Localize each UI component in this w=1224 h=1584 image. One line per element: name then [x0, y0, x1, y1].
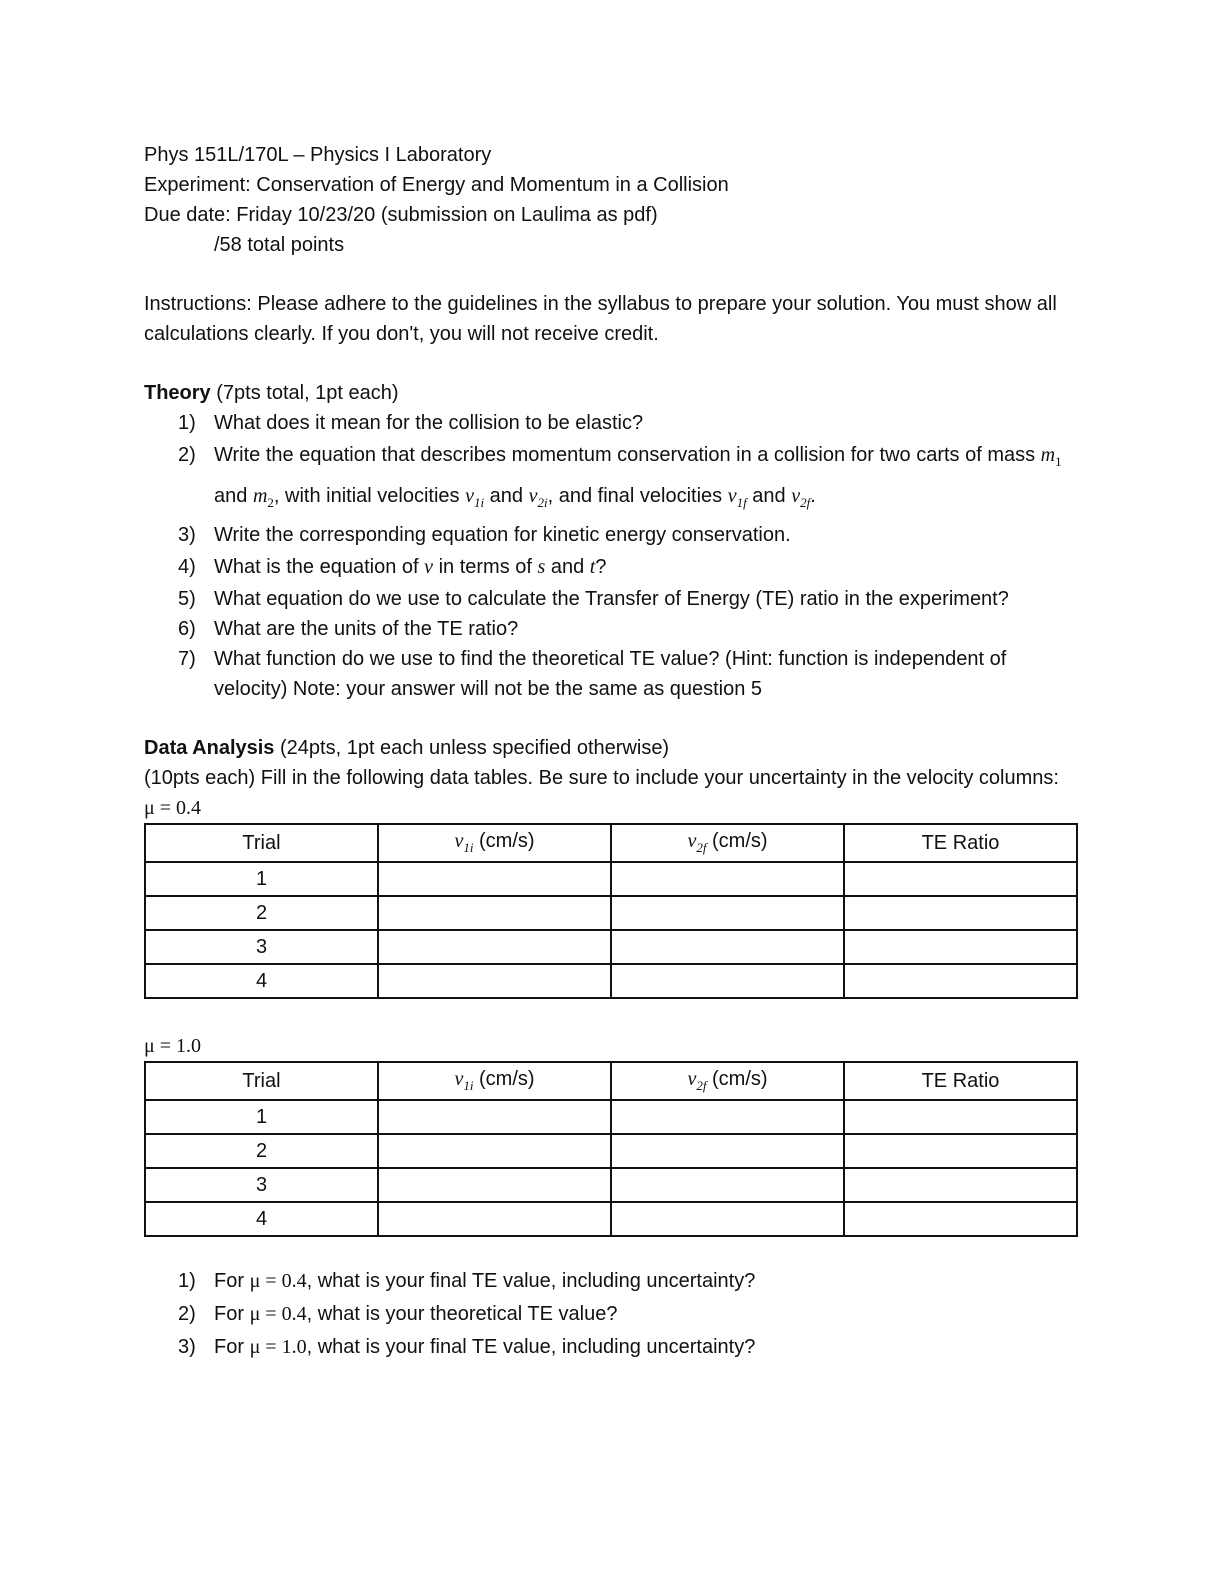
v1i-symbol: $v_{1i}$ [454, 830, 474, 855]
v1i-cell[interactable] [378, 1100, 611, 1134]
question-number: 2) [178, 1303, 196, 1325]
s-symbol: s [537, 556, 546, 578]
question-text: ? [595, 556, 607, 578]
v1i-cell[interactable] [378, 1202, 611, 1236]
theory-points-note: (7pts total, 1pt each) [210, 382, 399, 404]
question-text: For [214, 1270, 250, 1292]
te-ratio-cell[interactable] [844, 1134, 1077, 1168]
question-text: , and final velocities [547, 485, 728, 507]
col-v1i: $v_{1i}$ (cm/s) [378, 1062, 611, 1100]
data-analysis-heading [144, 733, 1078, 763]
question-number: 3) [178, 524, 196, 546]
question-text: and [214, 485, 253, 507]
v2f-cell[interactable] [611, 964, 844, 998]
question-text: , what is your final TE value, including uncertainty? [306, 1270, 756, 1292]
data-table-mu-1.0 [144, 1061, 1078, 1237]
question-number: 6) [178, 618, 196, 640]
theory-question-4 [144, 550, 1078, 584]
te-ratio-cell[interactable] [844, 1202, 1077, 1236]
trial-cell: 1 [145, 1100, 378, 1134]
theory-question-1 [144, 408, 1078, 438]
question-text: For [214, 1336, 250, 1358]
theory-question-5 [144, 584, 1078, 614]
v1i-cell[interactable] [378, 862, 611, 896]
trial-cell: 4 [145, 1202, 378, 1236]
question-number: 7) [178, 648, 196, 670]
v2f-cell[interactable] [611, 862, 844, 896]
table-row [145, 862, 1077, 896]
table-row [145, 1168, 1077, 1202]
question-text: in terms of [433, 556, 538, 578]
col-te-ratio: TE Ratio [844, 1062, 1077, 1100]
theory-question-2 [144, 438, 1078, 520]
col-trial: Trial [145, 824, 378, 862]
question-number: 1) [178, 1270, 196, 1292]
trial-cell: 1 [145, 862, 378, 896]
mass-2-symbol: $m_2$ [252, 485, 274, 510]
followup-question-2 [144, 1298, 1078, 1331]
table1-mu-label: μ = 0.4 [144, 797, 202, 819]
course-title: Phys 151L/170L – Physics I Laboratory [144, 144, 492, 166]
te-ratio-cell[interactable] [844, 862, 1077, 896]
question-text: and [746, 485, 792, 507]
v2f-symbol: $v_{2f}$ [791, 485, 811, 510]
v1i-cell[interactable] [378, 1168, 611, 1202]
question-text: What does it mean for the collision to be elastic? [214, 412, 644, 434]
col-te-ratio: TE Ratio [844, 824, 1077, 862]
followup-question-1 [144, 1265, 1078, 1298]
question-number: 3) [178, 1336, 196, 1358]
question-text: and [484, 485, 529, 507]
total-points: /58 total points [214, 234, 345, 256]
data-table-mu-0.4 [144, 823, 1078, 999]
v2i-symbol: $v_{2i}$ [528, 485, 548, 510]
trial-cell: 3 [145, 930, 378, 964]
mu-value: μ = 1.0 [249, 1336, 307, 1358]
table-row [145, 1202, 1077, 1236]
mass-1-symbol: $m_1$ [1040, 444, 1062, 469]
v1i-cell[interactable] [378, 964, 611, 998]
col-v1i: $v_{1i}$ (cm/s) [378, 824, 611, 862]
trial-cell: 3 [145, 1168, 378, 1202]
v1i-symbol: $v_{1i}$ [465, 485, 485, 510]
v-symbol: v [424, 556, 434, 578]
due-date: Due date: Friday 10/23/20 (submission on Laulima as pdf) [144, 204, 658, 226]
table-row [145, 930, 1077, 964]
document-page [144, 140, 1078, 1364]
col-v2f: $v_{2f}$ (cm/s) [611, 824, 844, 862]
table2-mu-label: μ = 1.0 [144, 1035, 202, 1057]
question-number: 5) [178, 588, 196, 610]
mu-value: μ = 0.4 [249, 1303, 307, 1325]
col-trial: Trial [145, 1062, 378, 1100]
v2f-symbol: $v_{2f}$ [687, 1068, 707, 1093]
table-row [145, 964, 1077, 998]
question-text: Write the equation that describes momentum conservation in a collision for two carts of mass [214, 444, 1041, 466]
theory-question-7 [144, 644, 1078, 704]
col-v2f: $v_{2f}$ (cm/s) [611, 1062, 844, 1100]
question-text: , with initial velocities [273, 485, 466, 507]
question-number: 2) [178, 444, 196, 466]
te-ratio-cell[interactable] [844, 896, 1077, 930]
mu-value: μ = 0.4 [249, 1270, 307, 1292]
question-number: 1) [178, 412, 196, 434]
question-text: Write the corresponding equation for kinetic energy conservation. [214, 524, 791, 546]
theory-heading-label: Theory [144, 382, 211, 404]
question-text: , what is your theoretical TE value? [306, 1303, 618, 1325]
te-ratio-cell[interactable] [844, 1168, 1077, 1202]
table-header-row [145, 824, 1077, 862]
v1i-cell[interactable] [378, 930, 611, 964]
v2f-cell[interactable] [611, 1134, 844, 1168]
instructions: Instructions: Please adhere to the guidelines in the syllabus to prepare your solution. You must show all calculations clearly. If you don't, you will not receive credit. [144, 293, 1057, 345]
followup-questions [144, 1265, 1078, 1364]
theory-heading [144, 378, 1078, 408]
trial-cell: 2 [145, 896, 378, 930]
te-ratio-cell[interactable] [844, 930, 1077, 964]
question-text: For [214, 1303, 250, 1325]
question-text: , what is your final TE value, including uncertainty? [306, 1336, 756, 1358]
question-text: . [810, 485, 816, 507]
table-row [145, 1100, 1077, 1134]
trial-cell: 2 [145, 1134, 378, 1168]
question-text: and [545, 556, 590, 578]
data-analysis-points-note: (24pts, 1pt each unless specified otherwise) [274, 737, 670, 759]
v1i-symbol: $v_{1i}$ [454, 1068, 474, 1093]
data-analysis-heading-label: Data Analysis [144, 737, 275, 759]
te-ratio-cell[interactable] [844, 964, 1077, 998]
te-ratio-cell[interactable] [844, 1100, 1077, 1134]
question-text: What function do we use to find the theoretical TE value? (Hint: function is independent of velocity) Note: your answer will not be the same as question 5 [214, 648, 1007, 700]
question-number: 4) [178, 556, 196, 578]
table-row [145, 1134, 1077, 1168]
v2f-cell[interactable] [611, 1202, 844, 1236]
v2f-cell[interactable] [611, 1100, 844, 1134]
theory-question-3 [144, 520, 1078, 550]
theory-questions [144, 408, 1078, 704]
question-text: What is the equation of [214, 556, 425, 578]
t-symbol: t [589, 556, 596, 578]
data-analysis-instructions: (10pts each) Fill in the following data tables. Be sure to include your uncertainty in the velocity columns: [144, 767, 1059, 789]
v1i-cell[interactable] [378, 1134, 611, 1168]
v2f-cell[interactable] [611, 930, 844, 964]
v2f-cell[interactable] [611, 1168, 844, 1202]
table-header-row [145, 1062, 1077, 1100]
table-row [145, 896, 1077, 930]
question-text: What equation do we use to calculate the Transfer of Energy (TE) ratio in the experiment? [214, 588, 1009, 610]
followup-question-3 [144, 1331, 1078, 1364]
trial-cell: 4 [145, 964, 378, 998]
theory-question-6 [144, 614, 1078, 644]
v1f-symbol: $v_{1f}$ [727, 485, 747, 510]
question-text: What are the units of the TE ratio? [214, 618, 519, 640]
v1i-cell[interactable] [378, 896, 611, 930]
v2f-symbol: $v_{2f}$ [687, 830, 707, 855]
experiment-title: Experiment: Conservation of Energy and Momentum in a Collision [144, 174, 729, 196]
v2f-cell[interactable] [611, 896, 844, 930]
